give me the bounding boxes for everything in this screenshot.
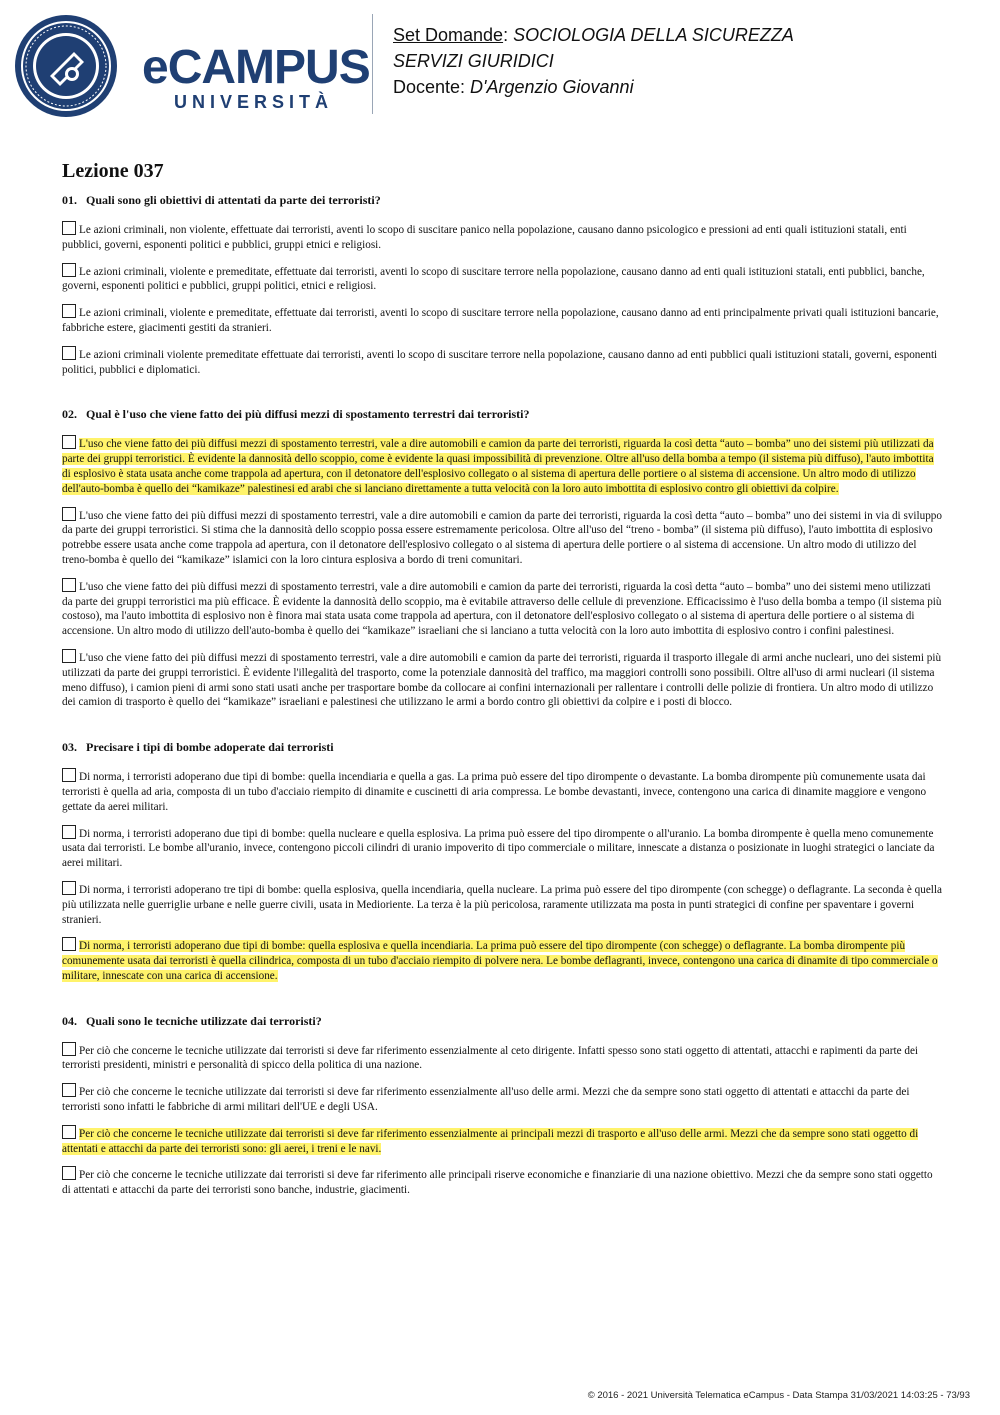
question [62,1014,942,1198]
answer-text: Le azioni criminali, violente e premeditate, effettuate dai terroristi, aventi lo scopo di suscitare terrore nella popolazione, causano danno ad enti quali istituzioni statali, enti pubblici, banche, governi, esponenti politici e pubblici, gruppi politici, etnici e religiosi. [62,265,925,293]
checkbox-icon[interactable] [62,346,76,360]
set-label: Set Domande [393,25,504,45]
logo-subtitle: UNIVERSITÀ [174,92,334,112]
answer-option[interactable] [62,1042,942,1074]
checkbox-icon[interactable] [62,1042,76,1056]
set-line: Set Domande: SOCIOLOGIA DELLA SICUREZZA [393,25,794,45]
answer-option[interactable] [62,507,942,568]
checkbox-icon[interactable] [62,937,76,951]
answer-text: Le azioni criminali, non violente, effettuate dai terroristi, aventi lo scopo di suscitare panico nella popolazione, causano danno psicologico e pressioni ad enti quali istituzioni statali, enti pubblici, governi, esponenti politici e pubblici, gruppi etnici e religiosi. [62,224,907,251]
answer-text: Le azioni criminali violente premeditate effettuate dai terroristi, aventi lo scopo di suscitare terrore nella popolazione, causano danno ad enti pubblici quali istituzioni statali, governi, esponenti politici, pubblici e diplomatici. [62,348,938,376]
answer-option[interactable] [62,578,942,639]
header-info [393,22,794,100]
answer-text: Di norma, i terroristi adoperano due tipi di bombe: quella nucleare e quella esplosiva. La prima può essere del tipo dirompente o all'uranio. La bomba dirompente è quella meno comunemente usata dai terroristi. Le bombe all'uranio, invece, contengono piccoli cilindri di uranio impoverito di tipo commerciale o militare, innescate a distanza o posizionate in luoghi strategici o lanciate da aerei militari. [62,827,935,870]
checkbox-icon[interactable] [62,435,76,449]
answer-text: Di norma, i terroristi adoperano due tipi di bombe: quella incendiaria e quella a gas. La prima può essere del tipo dirompente o devastante. La bomba dirompente più comunemente usata dai terroristi è quella ad aria, composta di un tubo d'acciaio riempito di dinamite e cuscinetti di aria compressa. Le bombe devastanti, invece, contengono una carica di dinamite maggiore e vengono gettate da aerei militari. [62,771,927,813]
question-number: 01. [62,193,77,207]
docente-label: Docente: [393,77,471,97]
question-number: 04. [62,1013,77,1028]
answer-text: L'uso che viene fatto dei più diffusi mezzi di spostamento terrestri, vale a dire automobili e camion da parte dei terroristi, riguarda il trasporto illegale di armi anche nucleari, uno dei sistemi più utilizzati da parte dei gruppi terroristici. È evidente l'illegalità del trasporto, come la potenziale dannosità del traffico, ma maggiori controlli sono possibili. Oltre all'uso di armi nucleari (il sistema meno diffuso), i camion pieni di armi sono stati usati anche per trasportare bombe da collocare ai confini internazionali per rallentare i controlli delle polizie di frontiera. Un altro modo di utilizzo dei camion di trasporto è quello dei “kamikaze” israeliani e palestinesi che utilizzano le armi a bordo contro gli obiettivi da colpire e i posti di blocco. [62,651,942,709]
question [62,740,942,984]
question [62,407,942,710]
answer-option[interactable] [62,263,942,295]
logo-wordmark: eCAMPUS [142,41,370,94]
question [62,193,942,377]
checkbox-icon[interactable] [62,881,76,895]
answer-option[interactable] [62,1083,942,1115]
answer-option-highlighted[interactable] [62,937,942,983]
question-text: Precisare i tipi di bombe adoperate dai terroristi [86,740,334,755]
answer-text: Per ciò che concerne le tecniche utilizzate dai terroristi si deve far riferimento essenzialmente all'uso delle armi. Mezzi che da sempre sono stati oggetto di attentati e attacchi da parte dei terroristi sono infatti le fabbriche di armi militari dell'UE e degli USA. [62,1086,910,1114]
header-divider [372,14,373,114]
checkbox-icon[interactable] [62,507,76,521]
checkbox-icon[interactable] [62,768,76,782]
answer-text: L'uso che viene fatto dei più diffusi mezzi di spostamento terrestri, vale a dire automobili e camion da parte dei terroristi, riguarda la così detta “auto – bomba” uno dei sistemi più utilizzati da parte dei gruppi terroristici. È evidente la dannosità dello scoppio, come è evidente la quasi impossibilità di prevenzione. Oltre all'uso della bomba a tempo (il sistema più diffuso), l'auto imbottita di esplosivo è stata usata anche come trappola ad apertura, con il detonatore dell'esplosivo collegato o al sistema di apertura delle portiere o al sistema di accensione. Un altro modo di utilizzo dell'auto-bomba è quello dei “kamikaze” palestinesi ed arabi che si lanciano direttamente a tutta velocità con la loro auto imbottita di esplosivo contro gli obiettivi da colpire. [62,438,934,495]
answer-text: Per ciò che concerne le tecniche utilizzate dai terroristi si deve far riferimento alle principali riserve economiche e finanziarie di una nazione obiettivo. Mezzi che da sempre sono stati oggetto di attentati e attacchi da parte dei terroristi sono banche, industrie, giacimenti. [62,1169,933,1197]
question-title [62,407,942,422]
checkbox-icon[interactable] [62,304,76,318]
page-content [62,160,942,1214]
answer-option[interactable] [62,768,942,814]
question-number: 03. [62,740,77,755]
answer-text: Di norma, i terroristi adoperano due tipi di bombe: quella esplosiva e quella incendiaria. La prima può essere del tipo dirompente (con schegge) o deflagrante. La bomba dirompente più comunemente usata dai terroristi è quella cilindrica, composta di un tubo d'acciaio riempito di polvere nera. Le bombe deflagranti, invece, contengono una carica di dinamite di tipo commerciale o militare, innescate con una carica di accensione. [62,940,938,982]
question-title [62,740,942,755]
checkbox-icon[interactable] [62,825,76,839]
checkbox-icon[interactable] [62,649,76,663]
ecampus-logo [14,14,370,118]
question-text: Quali sono le tecniche utilizzate dai terroristi? [86,1013,322,1028]
answer-text: Le azioni criminali, violente e premeditate, effettuate dai terroristi, aventi lo scopo di suscitare terrore nella popolazione, causano danno ad enti principalmente privati quali istituzioni bancarie, fabbriche estere, giacimenti gestiti da stranieri. [62,307,939,334]
answer-text: L'uso che viene fatto dei più diffusi mezzi di spostamento terrestri, vale a dire automobili e camion da parte dei terroristi, riguarda la così detta “auto – bomba” uno dei sistemi in via di sviluppo da parte dei gruppi terroristici. Si stima che la dannosità dello scoppio possa essere estremamente pericolosa. Oltre all'uso del “treno - bomba” (il sistema più diffuso), l'auto imbottita di esplosivo potrebbe essere usata anche come trappola ad apertura, con il detonatore dell'esplosivo collegato o al sistema di apertura delle portiere o al sistema di accensione. Un altro modo di utilizzo del treno-bomba è quello dei “kamikaze” islamici con la loro cintura esplosiva a bordo di treni comunitari. [62,509,942,566]
answer-option[interactable] [62,346,942,378]
answer-option[interactable] [62,1166,942,1198]
question-title [62,1014,942,1029]
answer-text: L'uso che viene fatto dei più diffusi mezzi di spostamento terrestri, vale a dire automobili e camion da parte dei terroristi, riguarda la così detta “auto – bomba” uno dei sistemi meno utilizzati da parte dei gruppi terroristici ma più efficace. È evidente la dannosità dello scoppio, ma è evitabile attraverso delle cellule di prevenzione. Efficacissimo è l'uso della bomba a tempo (il sistema più costoso), ma l'auto imbottita di esplosivo non è finora mai stata usata come trappola ad apertura, con il detonatore dell'esplosivo collegato o al sistema di apertura delle portiere o al sistema di accensione. Un altro modo di utilizzo dell'auto-bomba è quello dei “kamikaze” israeliani che si lanciano a tutta velocità con la loro auto imbottita di esplosivo contro i confini palestinesi. [62,580,942,638]
answer-text: Di norma, i terroristi adoperano tre tipi di bombe: quella esplosiva, quella incendiaria, quella nucleare. La prima può essere del tipo dirompente (con schegge) o deflagrante. La seconda è quella più utilizzata nelle guerriglie urbane e nelle guerre civili, usata in Medioriente. La terza è la più pericolosa, raramente utilizzata ma posta in punti strategici di confine per spaventare i governi stranieri. [62,883,942,926]
page-header [0,0,1000,130]
course-name: SERVIZI GIURIDICI [393,51,554,71]
answer-option[interactable] [62,304,942,336]
question-number: 02. [62,407,77,422]
question-text: Quali sono gli obiettivi di attentati da parte dei terroristi? [86,193,381,207]
question-title [62,193,942,208]
checkbox-icon[interactable] [62,578,76,592]
page-footer: © 2016 - 2021 Università Telematica eCampus - Data Stampa 31/03/2021 14:03:25 - 73/93 [587,1390,970,1401]
checkbox-icon[interactable] [62,221,76,235]
answer-text: Per ciò che concerne le tecniche utilizzate dai terroristi si deve far riferimento essenzialmente al ceto dirigente. Infatti spesso sono stati oggetto di attentati, attacchi e rapimenti da parte dei terroristi presidenti, ministri e personalità di spicco della politica di una nazione. [62,1044,919,1072]
checkbox-icon[interactable] [62,263,76,277]
answer-option[interactable] [62,825,942,871]
answer-option[interactable] [62,649,942,710]
checkbox-icon[interactable] [62,1083,76,1097]
docente-name: D'Argenzio Giovanni [470,77,634,97]
answer-option-highlighted[interactable] [62,435,942,496]
checkbox-icon[interactable] [62,1125,76,1139]
docente-line [393,74,794,100]
answer-text: Per ciò che concerne le tecniche utilizzate dai terroristi si deve far riferimento essenzialmente ai principali mezzi di trasporto e all'uso delle armi. Mezzi che da sempre sono stati oggetto di attentati e attacchi da parte dei terroristi sono: gli aerei, i treni e le navi. [62,1127,919,1155]
course-line [393,48,794,74]
answer-option-highlighted[interactable] [62,1125,942,1157]
lesson-title: Lezione 037 [62,160,164,182]
ecampus-seal-icon [14,14,118,118]
answer-option[interactable] [62,221,942,253]
set-title: SOCIOLOGIA DELLA SICUREZZA [513,25,794,45]
answer-option[interactable] [62,881,942,927]
checkbox-icon[interactable] [62,1166,76,1180]
question-text: Qual è l'uso che viene fatto dei più diffusi mezzi di spostamento terrestri dai terroristi? [86,407,530,422]
